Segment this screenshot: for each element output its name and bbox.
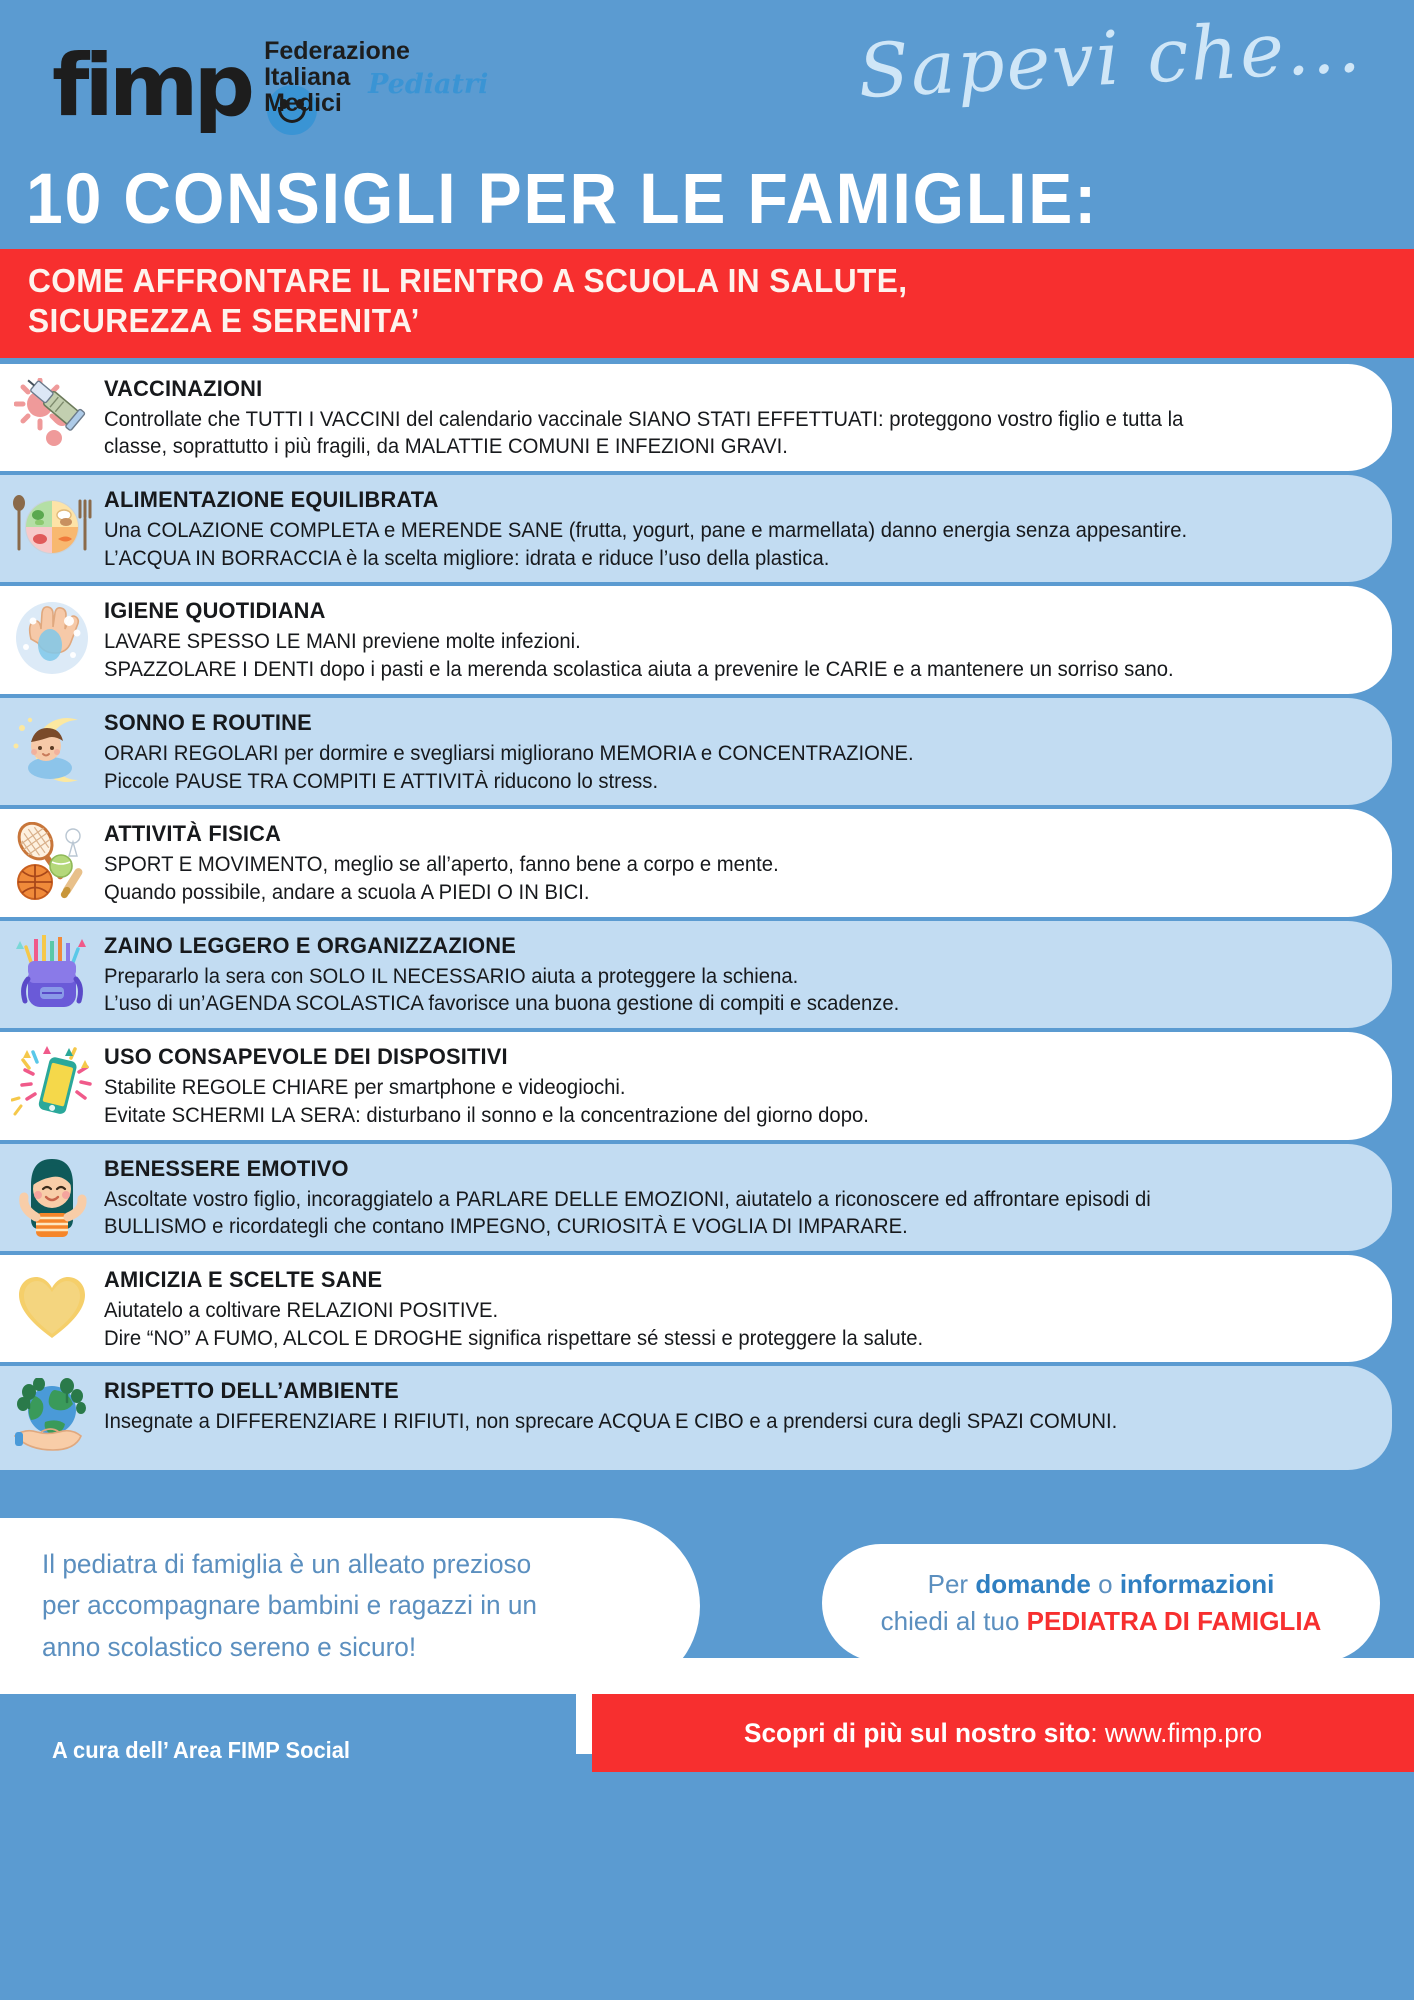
- fimp-logo: [52, 36, 489, 137]
- quote-line-3: anno scolastico sereno e sicuro!: [42, 1631, 417, 1662]
- subtitle-band: [0, 249, 1414, 358]
- fimp-wordmark: [52, 36, 251, 137]
- tip-card-sonno-e-routine: [0, 698, 1392, 805]
- subtitle-line-2: SICUREZZA E SERENITA’: [28, 302, 420, 340]
- contact-mid: o: [1090, 1569, 1120, 1600]
- tip-line: L’ACQUA IN BORRACCIA è la scelta migliore: idrata e riduce l’uso della plastica.: [104, 546, 830, 570]
- tip-body: [104, 1152, 1374, 1241]
- contact-line2-pre: chiedi al tuo: [880, 1606, 1027, 1637]
- tip-line: Quando possibile, andare a scuola A PIEDI O IN BICI.: [104, 880, 590, 904]
- tip-line: Prepararlo la sera con SOLO IL NECESSARIO aiuta a proteggere la schiena.: [104, 964, 799, 988]
- fimp-tagline-script: Pediatri: [368, 69, 489, 100]
- tip-body: [104, 372, 1374, 461]
- credit-label: A cura dell’ Area FIMP Social: [52, 1737, 350, 1764]
- contact-bold-domande: domande: [975, 1569, 1091, 1600]
- tip-card-zaino-leggero: [0, 921, 1392, 1028]
- tip-body: [104, 594, 1374, 683]
- tip-title: BENESSERE EMOTIVO: [104, 1155, 349, 1181]
- yellow-heart-icon: [0, 1265, 104, 1349]
- tip-title: USO CONSAPEVOLE DEI DISPOSITIVI: [104, 1044, 508, 1070]
- tip-title: SONNO E ROUTINE: [104, 709, 312, 735]
- website-label: Scopri di più sul nostro sito: [743, 1717, 1091, 1748]
- tip-line: Dire “NO” A FUMO, ALCOL E DROGHE significa rispettare sé stessi e proteggere la salute.: [104, 1326, 924, 1350]
- fimp-tagline-line3: Medici: [264, 89, 342, 117]
- contact-bold-informazioni: informazioni: [1119, 1569, 1275, 1600]
- sapevi-che-script: Sapevi che...: [855, 2, 1364, 116]
- tip-card-igiene-quotidiana: [0, 586, 1392, 693]
- tip-card-uso-dispositivi: [0, 1032, 1392, 1139]
- tip-body: [104, 1374, 1374, 1436]
- tip-title: VACCINAZIONI: [104, 375, 263, 401]
- fimp-tagline-line1: Federazione: [264, 37, 410, 65]
- page-header: [0, 0, 1414, 160]
- contact-line-1: [848, 1566, 1354, 1603]
- tip-card-rispetto-ambiente: [0, 1366, 1392, 1470]
- fimp-tagline-line2: Italiana: [264, 63, 351, 91]
- contact-pediatra-famiglia: PEDIATRA DI FAMIGLIA: [1026, 1606, 1322, 1637]
- happy-child-icon: [0, 1154, 104, 1238]
- tip-line: L’uso di un’AGENDA SCOLASTICA favorisce una buona gestione di compiti e scadenze.: [104, 992, 900, 1016]
- contact-bubble: [822, 1544, 1380, 1662]
- tip-line: Aiutatelo a coltivare RELAZIONI POSITIVE.: [104, 1299, 499, 1322]
- hand-washing-soap-icon: [0, 596, 104, 680]
- sports-equipment-icon: [0, 819, 104, 903]
- tip-line: Evitate SCHERMI LA SERA: disturbano il sonno e la concentrazione del giorno dopo.: [104, 1103, 869, 1127]
- tips-list: [0, 358, 1414, 1471]
- sleeping-child-moon-icon: [0, 708, 104, 792]
- tip-card-attivita-fisica: [0, 809, 1392, 916]
- tip-card-amicizia-scelte-sane: [0, 1255, 1392, 1362]
- tip-title: ATTIVITÀ FISICA: [104, 821, 282, 847]
- tip-body: [104, 483, 1374, 572]
- tip-body: [104, 1263, 1374, 1352]
- tip-card-benessere-emotivo: [0, 1144, 1392, 1251]
- balanced-plate-food-icon: [0, 485, 104, 569]
- contact-pre: Per: [927, 1569, 976, 1600]
- tip-line: Piccole PAUSE TRA COMPITI E ATTIVITÀ riducono lo stress.: [104, 769, 659, 793]
- tip-card-vaccinazioni: [0, 364, 1392, 471]
- tip-title: IGIENE QUOTIDIANA: [104, 598, 326, 624]
- tip-line: Insegnate a DIFFERENZIARE I RIFIUTI, non sprecare ACQUA E CIBO e a prendersi cura degli SPAZI COMUNI.: [104, 1410, 1118, 1434]
- tip-title: RISPETTO DELL’AMBIENTE: [104, 1378, 399, 1404]
- tip-body: [104, 706, 1374, 795]
- tip-line: Ascoltate vostro figlio, incoraggiatelo a PARLARE DELLE EMOZIONI, aiutatelo a riconoscere ed affrontare episodi di: [104, 1187, 1151, 1211]
- school-backpack-icon: [0, 931, 104, 1015]
- tip-body: [104, 929, 1374, 1018]
- earth-in-hand-icon: [0, 1376, 104, 1460]
- page-title: 10 CONSIGLI PER LE FAMIGLIE:: [26, 160, 1099, 239]
- tip-line: Stabilite REGOLE CHIARE per smartphone e videogiochi.: [104, 1076, 626, 1100]
- contact-line-2: [848, 1603, 1354, 1640]
- tip-card-alimentazione-equilibrata: [0, 475, 1392, 582]
- website-bar[interactable]: [592, 1694, 1414, 1772]
- fimp-tagline: [264, 37, 489, 122]
- tip-body: [104, 1040, 1374, 1129]
- tip-line: SPAZZOLARE I DENTI dopo i pasti e la merenda scolastica aiuta a prevenire le CARIE e a mantenere un sorriso sano.: [104, 658, 1174, 682]
- syringe-vaccine-icon: [0, 374, 104, 458]
- website-url[interactable]: www.fimp.pro: [1104, 1717, 1263, 1748]
- website-text: [744, 1718, 1262, 1749]
- tip-line: LAVARE SPESSO LE MANI previene molte infezioni.: [104, 630, 581, 654]
- tip-title: ALIMENTAZIONE EQUILIBRATA: [104, 486, 439, 512]
- website-separator: :: [1090, 1717, 1105, 1748]
- subtitle-line-1: COME AFFRONTARE IL RIENTRO A SCUOLA IN SALUTE,: [28, 262, 908, 299]
- smartphone-device-icon: [0, 1042, 104, 1126]
- tip-line: Controllate che TUTTI I VACCINI del calendario vaccinale SIANO STATI EFFETTUATI: proteggono vostro figlio e tutta la: [104, 407, 1184, 431]
- tip-title: ZAINO LEGGERO E ORGANIZZAZIONE: [104, 932, 517, 958]
- fimp-wordmark-text: fimp: [52, 36, 251, 137]
- page-footer: [0, 1500, 1414, 1830]
- tip-line: Una COLAZIONE COMPLETA e MERENDE SANE (frutta, yogurt, pane e marmellata) danno energia senza appesantire.: [104, 518, 1188, 542]
- tip-line: BULLISMO e ricordategli che contano IMPEGNO, CURIOSITÀ E VOGLIA DI IMPARARE.: [104, 1215, 908, 1239]
- quote-line-2: per accompagnare bambini e ragazzi in un: [42, 1590, 538, 1621]
- tip-line: classe, soprattutto i più fragili, da MALATTIE COMUNI E INFEZIONI GRAVI.: [104, 435, 788, 459]
- tip-line: ORARI REGOLARI per dormire e svegliarsi migliorano MEMORIA e CONCENTRAZIONE.: [104, 741, 914, 765]
- tip-line: SPORT E MOVIMENTO, meglio se all’aperto, fanno bene a corpo e mente.: [104, 853, 779, 877]
- tip-title: AMICIZIA E SCELTE SANE: [104, 1267, 383, 1292]
- quote-line-1: Il pediatra di famiglia è un alleato prezioso: [42, 1549, 532, 1580]
- tip-body: [104, 817, 1374, 906]
